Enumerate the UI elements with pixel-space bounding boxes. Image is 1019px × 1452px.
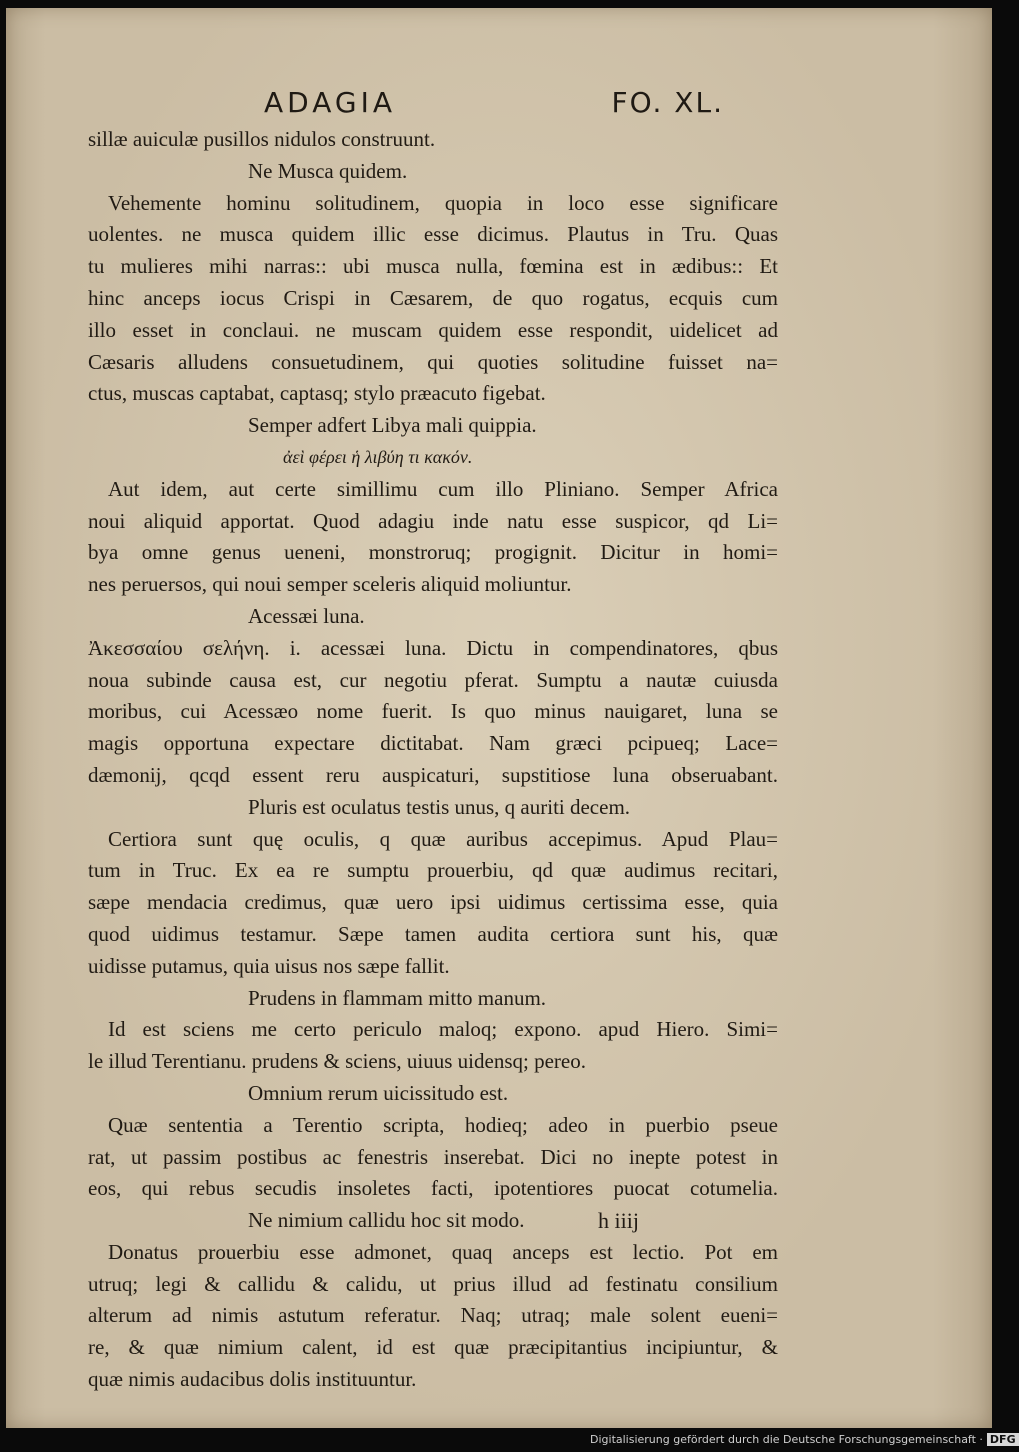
text-block [88, 124, 778, 1396]
text-line: Donatus prouerbiu esse admonet, quaq anceps est lectio. Pot em [108, 1239, 778, 1264]
text-line: le illud Terentianu. prudens & sciens, uiuus uidensq; pereo. [88, 1049, 586, 1074]
digitization-credit [590, 1433, 1016, 1452]
text-line: illo esset in conclaui. ne muscam quidem esse respondit, uidelicet ad [88, 317, 778, 342]
text-line: sæpe mendacia credimus, quæ uero ipsi uidimus certissima esse, quia [88, 890, 778, 915]
text-line: ctus, muscas captabat, captasq; stylo præacuto figebat. [88, 381, 546, 406]
text-line: Quæ sententia a Terentio scripta, hodieq; adeo in puerbio pseue [108, 1112, 778, 1137]
text-line: noua subinde causa est, cur negotiu pferat. Sumptu a nautæ cuiusda [88, 667, 778, 692]
text-line: sillæ auiculæ pusillos nidulos construunt. [88, 127, 436, 151]
dfg-logo: DFG [987, 1433, 1019, 1446]
text-line: Id est sciens me certo periculo maloq; expono. apud Hiero. Simi= [108, 1017, 778, 1042]
text-line: quæ nimis audacibus dolis instituuntur. [88, 1367, 417, 1392]
text-line: magis opportuna expectare dictitabat. Nam græci pcipueq; Lace= [88, 731, 778, 756]
text-line: Aut idem, aut certe simillimu cum illo Pliniano. Semper Africa [108, 476, 778, 501]
text-line: dæmonij, qcqd essent reru auspicaturi, supstitiose luna obseruabant. [88, 762, 778, 787]
folio-number: FO. XL. [611, 86, 724, 119]
credit-text: Digitalisierung gefördert durch die Deutsche Forschungsgemeinschaft · [590, 1433, 983, 1446]
text-line: utruq; legi & callidu & calidu, ut prius illud ad festinatu consilium [88, 1271, 778, 1296]
text-line: moribus, cui Acessæo nome fuerit. Is quo minus nauigaret, luna se [88, 699, 778, 724]
text-line: Cæsaris alludens consuetudinem, qui quoties solitudine fuisset na= [88, 349, 778, 374]
text-line: uolentes. ne musca quidem illic esse dicimus. Plautus in Tru. Quas [88, 222, 778, 247]
adage-heading: Omnium rerum uicissitudo est. [248, 1080, 509, 1105]
text-line: hinc anceps iocus Crispi in Cæsarem, de quo rogatus, ecquis cum [88, 285, 778, 310]
text-line: tum in Truc. Ex ea re sumptu prouerbiu, qd quæ audimus recitari, [88, 858, 778, 883]
text-line: Ἀκεσσαίου σελήνη. i. acessæi luna. Dictu in compendinatores, qbus [88, 635, 778, 660]
adage-heading: Prudens in flammam mitto manum. [248, 985, 547, 1010]
adage-heading: Acessæi luna. [248, 603, 365, 628]
text-line: Certiora sunt quę oculis, q quæ auribus accepimus. Apud Plau= [108, 826, 778, 851]
text-line: noui aliquid apportat. Quod adagiu inde natu esse suspicor, qd Li= [88, 508, 778, 533]
book-page [6, 8, 992, 1428]
text-line: nes peruersos, qui noui semper sceleris aliquid moliuntur. [88, 572, 572, 597]
text-line: re, & quæ nimium calent, id est quæ præcipitantius incipiuntur, & [88, 1335, 778, 1360]
text-line: eos, qui rebus secudis insoletes facti, ipotentiores puocat cotumelia. [88, 1176, 778, 1201]
adage-heading: Ne Musca quidem. [248, 158, 408, 183]
signature-mark: h iiij [598, 1208, 639, 1233]
text-line: quod uidimus testamur. Sæpe tamen audita certiora sunt his, quæ [88, 921, 778, 946]
text-line: rat, ut passim postibus ac fenestris inserebat. Dici no inepte potest in [88, 1144, 778, 1169]
text-line: alterum ad nimis astutum referatur. Naq; utraq; male solent eueni= [88, 1303, 778, 1328]
header-title: ADAGIA [264, 86, 396, 119]
text-line: uidisse putamus, quia uisus nos sæpe fallit. [88, 953, 450, 978]
text-line: tu mulieres mihi narras:: ubi musca nulla, fœmina est in ædibus:: Et [88, 254, 778, 279]
adage-heading: Ne nimium callidu hoc sit modo. [248, 1208, 525, 1233]
text-line: Vehemente hominu solitudinem, quopia in loco esse significare [108, 190, 778, 215]
text-line: bya omne genus ueneni, monstroruq; progignit. Dicitur in homi= [88, 540, 778, 565]
adage-heading: Pluris est oculatus testis unus, q auriti decem. [248, 794, 631, 819]
adage-heading: Semper adfert Libya mali quippia. [248, 413, 537, 438]
running-header [264, 86, 724, 126]
adage-heading: ἀεὶ φέρει ἡ λιβύη τι κακόν. [283, 446, 473, 467]
